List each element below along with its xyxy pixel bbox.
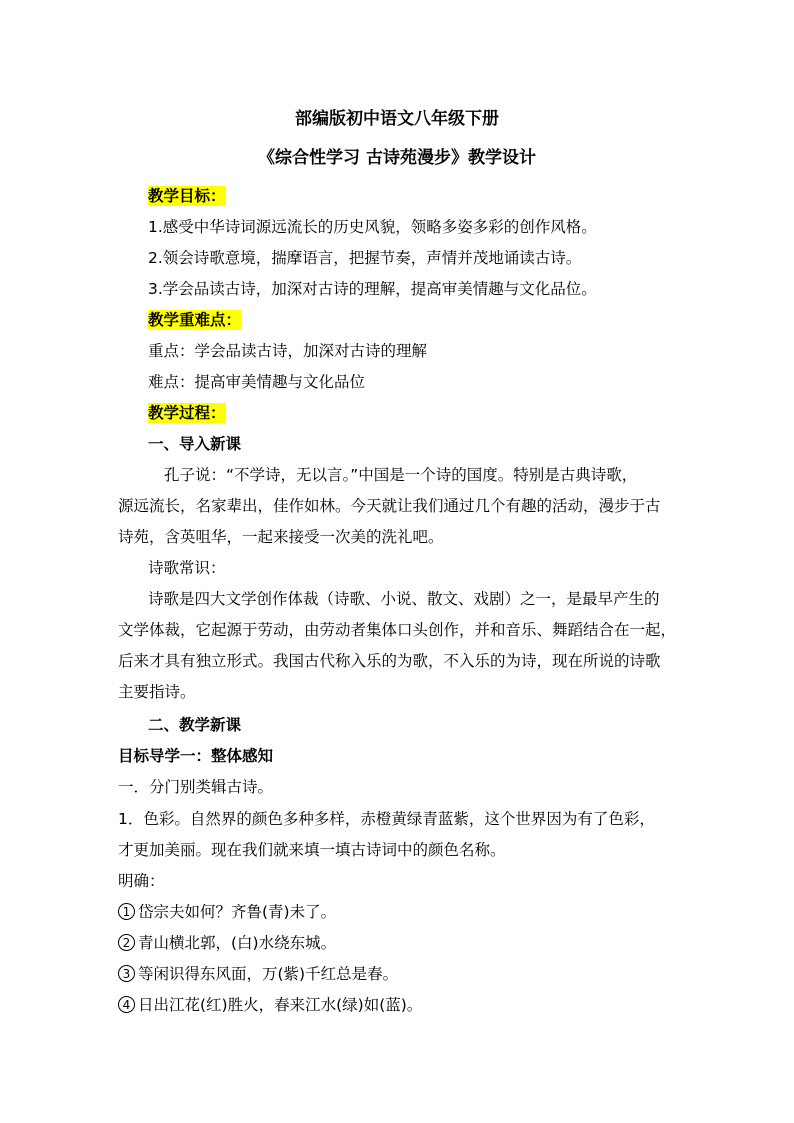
goals-heading xyxy=(148,185,226,207)
intro-line-2: 源远流长，名家辈出，佳作如林。今天就让我们通过几个有趣的活动，漫步于古 xyxy=(118,497,661,515)
circled-number-3: 3 xyxy=(118,965,135,982)
document-subtitle: 《综合性学习 古诗苑漫步》教学设计 xyxy=(258,148,536,168)
keypoint-difficulty: 难点：提高审美情趣与文化品位 xyxy=(148,373,366,391)
intro-line-3: 诗苑，含英咀华，一起来接受一次美的洗礼吧。 xyxy=(118,528,444,546)
color-line-2: 才更加美丽。现在我们就来填一填古诗词中的颜色名称。 xyxy=(118,841,506,859)
answer-item-2 xyxy=(118,932,336,954)
answer-text-3: 等闲识得东风面，万(紫)千红总是春。 xyxy=(138,965,399,983)
intro-line-1: 孔子说：“不学诗，无以言。”中国是一个诗的国度。特别是古典诗歌， xyxy=(164,466,638,484)
goal-guide-heading-text: 目标导学一：整体感知 xyxy=(118,747,274,765)
process-heading-text: 教学过程： xyxy=(148,404,226,422)
goal-item-3: 3.学会品读古诗，加深对古诗的理解，提高审美情趣与文化品位。 xyxy=(148,280,597,298)
answer-text-4: 日出江花(红)胜火，春来江水(绿)如(蓝)。 xyxy=(138,996,423,1014)
answer-item-4 xyxy=(118,994,422,1016)
answer-item-1 xyxy=(118,901,336,923)
keypoints-heading-text: 教学重难点： xyxy=(148,311,242,329)
answer-text-2: 青山横北郭，(白)水绕东城。 xyxy=(138,934,337,952)
keypoint-focus: 重点：学会品读古诗，加深对古诗的理解 xyxy=(148,342,428,360)
answer-item-3 xyxy=(118,963,398,985)
section-2-heading: 二、教学新课 xyxy=(148,716,242,734)
knowledge-line-4: 主要指诗。 xyxy=(118,683,196,701)
goal-guide-heading xyxy=(118,745,273,767)
task-line: 一．分门别类辑古诗。 xyxy=(118,778,274,796)
goal-item-1: 1.感受中华诗词源远流长的历史风貌，领略多姿多彩的创作风格。 xyxy=(148,218,597,236)
circled-number-4: 4 xyxy=(118,996,135,1013)
circled-number-2: 2 xyxy=(118,934,135,951)
knowledge-line-3: 后来才具有独立形式。我国古代称入乐的为歌，不入乐的为诗，现在所说的诗歌 xyxy=(118,652,661,670)
knowledge-line-1: 诗歌是四大文学创作体裁（诗歌、小说、散文、戏剧）之一，是最早产生的 xyxy=(148,590,660,608)
section-1-heading: 一、导入新课 xyxy=(148,435,242,453)
keypoints-heading xyxy=(148,309,241,331)
answer-text-1: 岱宗夫如何？齐鲁(青)未了。 xyxy=(138,903,337,921)
knowledge-line-2: 文学体裁，它起源于劳动，由劳动者集体口头创作，并和音乐、舞蹈结合在一起， xyxy=(118,621,677,639)
color-line-1: 1．色彩。自然界的颜色多种多样，赤橙黄绿青蓝紫，这个世界因为有了色彩， xyxy=(118,810,655,828)
document-title: 部编版初中语文八年级下册 xyxy=(295,109,499,129)
circled-number-1: 1 xyxy=(118,903,135,920)
clarify-label: 明确： xyxy=(118,872,165,890)
goal-item-2: 2.领会诗歌意境，揣摩语言，把握节奏，声情并茂地诵读古诗。 xyxy=(148,249,582,267)
knowledge-heading: 诗歌常识： xyxy=(148,559,226,577)
process-heading xyxy=(148,402,226,424)
goals-heading-text: 教学目标： xyxy=(148,187,226,205)
